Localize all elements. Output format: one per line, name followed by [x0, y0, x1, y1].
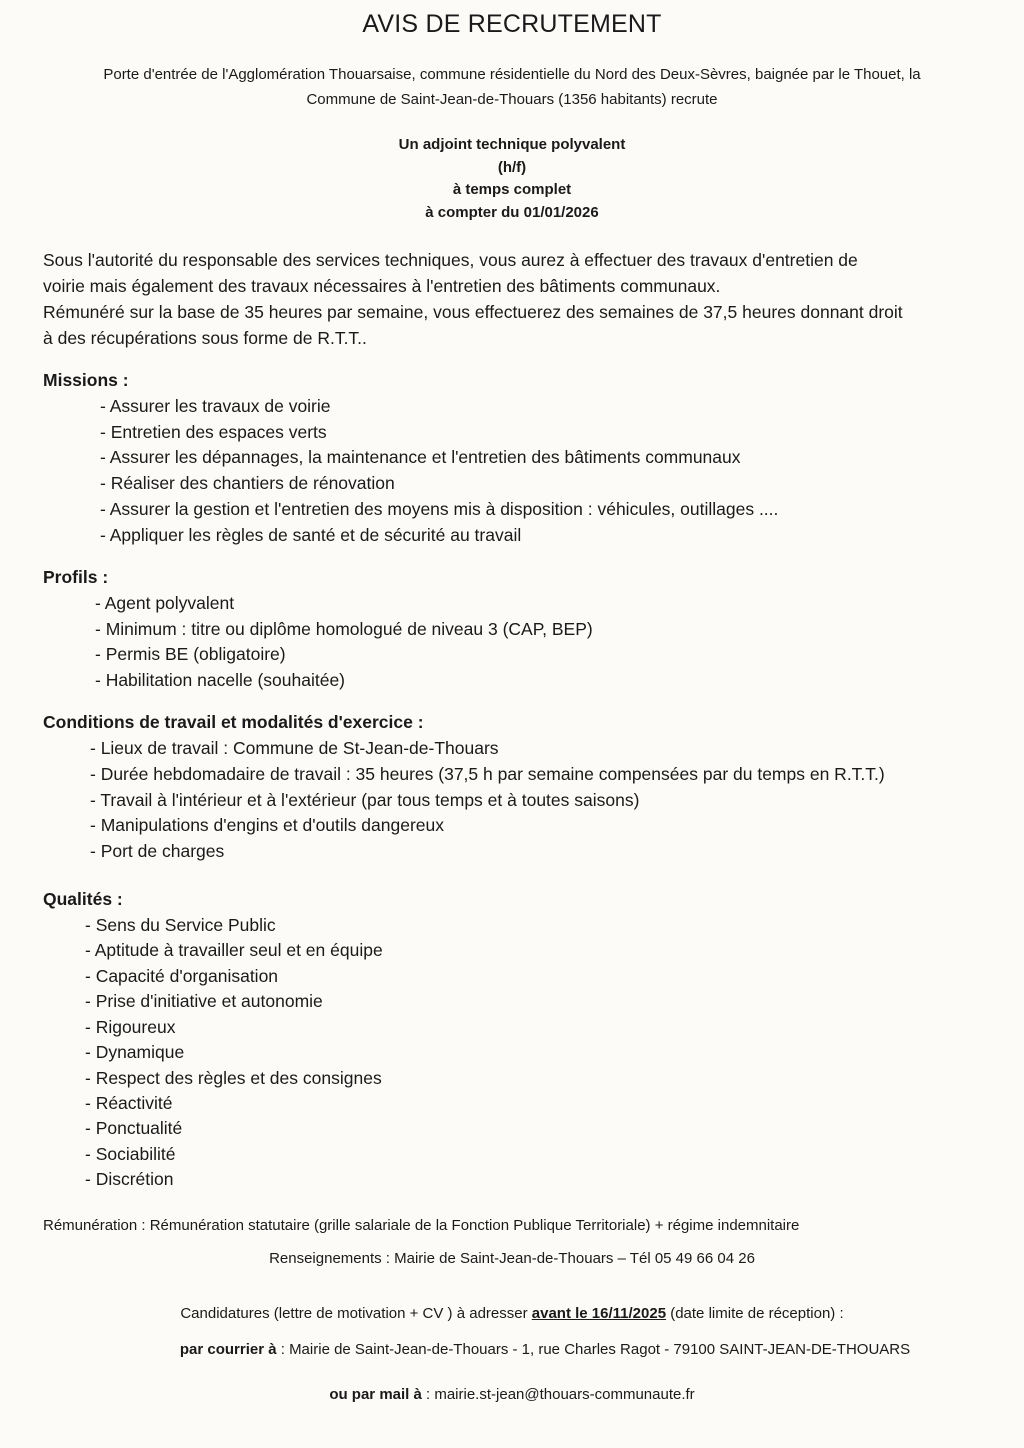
qualite-item: - Discrétion	[85, 1169, 174, 1189]
job-start-date: à compter du 01/01/2026	[425, 204, 599, 221]
qualite-item: - Sociabilité	[85, 1144, 176, 1164]
qualite-item: - Prise d'initiative et autonomie	[85, 991, 323, 1011]
condition-item: - Manipulations d'engins et d'outils dangereux	[90, 815, 444, 835]
condition-item: - Port de charges	[90, 841, 225, 861]
intro-line-2: Commune de Saint-Jean-de-Thouars (1356 habitants) recrute	[306, 91, 718, 108]
mission-item: - Assurer les travaux de voirie	[100, 396, 331, 416]
profil-item: - Permis BE (obligatoire)	[95, 644, 286, 664]
qualite-item: - Aptitude à travailler seul et en équipe	[85, 940, 383, 960]
mission-item: - Réaliser des chantiers de rénovation	[100, 473, 395, 493]
condition-item: - Lieux de travail : Commune de St-Jean-de-Thouars	[90, 738, 499, 758]
qualite-item: - Sens du Service Public	[85, 915, 276, 935]
qualite-item: - Capacité d'organisation	[85, 966, 279, 986]
description-line: Sous l'autorité du responsable des services techniques, vous aurez à effectuer des travaux d'entretien de	[43, 250, 858, 270]
job-position: Un adjoint technique polyvalent	[398, 136, 626, 153]
remuneration-text: Rémunération : Rémunération statutaire (grille salariale de la Fonction Publique Territoriale) + régime indemnitaire	[43, 1217, 800, 1234]
missions-heading: Missions :	[43, 370, 129, 390]
candidatures-note: (date limite de réception) :	[666, 1305, 844, 1322]
profil-item: - Minimum : titre ou diplôme homologué de niveau 3 (CAP, BEP)	[95, 619, 593, 639]
mission-item: - Assurer les dépannages, la maintenance et l'entretien des bâtiments communaux	[100, 447, 741, 467]
intro-line-1: Porte d'entrée de l'Agglomération Thouarsaise, commune résidentielle du Nord des Deux-Sèvres, baignée par le Thouet, la	[103, 66, 921, 83]
qualite-item: - Réactivité	[85, 1093, 173, 1113]
qualite-item: - Rigoureux	[85, 1017, 176, 1037]
postal-address: : Mairie de Saint-Jean-de-Thouars - 1, rue Charles Ragot - 79100 SAINT-JEAN-DE-THOUARS	[276, 1341, 911, 1358]
renseignements-text: Renseignements : Mairie de Saint-Jean-de-Thouars – Tél 05 49 66 04 26	[269, 1250, 755, 1267]
qualite-item: - Respect des règles et des consignes	[85, 1068, 382, 1088]
qualite-item: - Ponctualité	[85, 1118, 183, 1138]
mission-item: - Entretien des espaces verts	[100, 422, 327, 442]
mission-item: - Appliquer les règles de santé et de sécurité au travail	[100, 525, 522, 545]
qualites-heading: Qualités :	[43, 889, 123, 909]
description-line: Rémunéré sur la base de 35 heures par semaine, vous effectuerez des semaines de 37,5 heures donnant droit	[43, 302, 903, 322]
courrier-label: par courrier à	[179, 1341, 277, 1358]
description-line: à des récupérations sous forme de R.T.T..	[43, 328, 367, 348]
conditions-heading: Conditions de travail et modalités d'exercice :	[43, 712, 424, 732]
candidatures-line	[0, 1305, 1024, 1322]
courrier-line	[0, 1341, 1024, 1358]
profils-heading: Profils :	[43, 567, 109, 587]
mail-label: ou par mail à	[329, 1386, 422, 1403]
profil-item: - Habilitation nacelle (souhaitée)	[95, 670, 345, 690]
email-address[interactable]: : mairie.st-jean@thouars-communaute.fr	[421, 1386, 695, 1403]
job-gender: (h/f)	[497, 159, 527, 176]
qualite-item: - Dynamique	[85, 1042, 185, 1062]
deadline-date: avant le 16/11/2025	[531, 1305, 667, 1322]
job-schedule: à temps complet	[452, 181, 572, 198]
condition-item: - Durée hebdomadaire de travail : 35 heures (37,5 h par semaine compensées par du temps en R.T.T.)	[90, 764, 885, 784]
mail-line	[0, 1386, 1024, 1403]
candidatures-text: Candidatures (lettre de motivation + CV ) à adresser	[180, 1305, 532, 1322]
description-line: voirie mais également des travaux nécessaires à l'entretien des bâtiments communaux.	[43, 276, 721, 296]
mission-item: - Assurer la gestion et l'entretien des moyens mis à disposition : véhicules, outillages ....	[100, 499, 779, 519]
condition-item: - Travail à l'intérieur et à l'extérieur (par tous temps et à toutes saisons)	[90, 790, 640, 810]
page-title: AVIS DE RECRUTEMENT	[362, 10, 662, 38]
profil-item: - Agent polyvalent	[95, 593, 235, 613]
